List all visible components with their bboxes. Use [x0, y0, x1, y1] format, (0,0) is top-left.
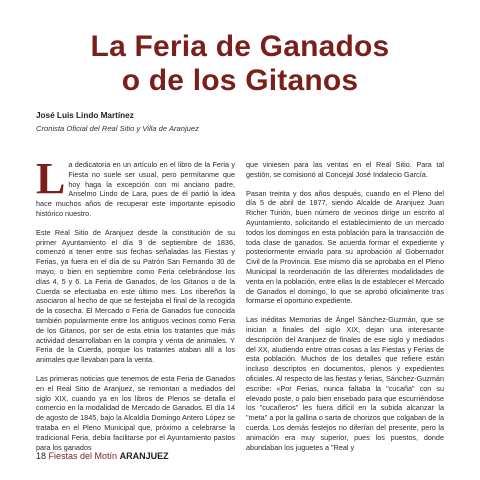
title-line-2: o de los Gitanos: [121, 64, 359, 97]
paragraph: [36, 154, 235, 219]
paragraph: Este Real Sitio de Aranjuez desde la constitución de su primer Ayuntamiento el día 9 de septiembre de 1836, comenzó a tener entre sus fechas señaladas las Fiestas y Ferias, ya fuera en el día de su Patrón San Fernando 30 de mayo, o bien en septiembre como Feria celebrándose los días 4, 5 y 6. La Feria de Ganados, de los Gitanos o de la Cuerda se efectuaba en este último mes. Los ribereños la asociaron al hecho de que se festejaba el final de la recogida de la cosecha. El Mercado o Feria de Ganados fue conocida también popularmente entre los antiguos vecinos como Feria de los Gitanos, por ser de esta etnia los tratantes que más actividad desarrollaban en la compra y venta de animales. Y Feria de la Cuerda, porque los tratantes ataban allí a los animales que llevaban para la venta.: [36, 227, 235, 365]
paragraph-text: a dedicatoria en un artículo en el libro de la Feria y Fiesta no suele ser usual, pero permítanme que hoy haga la excepción con mi anciano padre, Anselmo Lindo de Lara, pues de él partió la idea hace muchos años de recuperar este importante episodio histórico nuestro.: [36, 160, 235, 218]
page-footer: [36, 451, 169, 461]
left-column: [36, 154, 235, 461]
article-title: [0, 30, 480, 98]
drop-cap: L: [36, 154, 66, 203]
page-number: 18: [36, 451, 47, 461]
author-role: Cronista Oficial del Real Sitio y Villa de Aranjuez: [36, 124, 199, 133]
publication-place: ARANJUEZ: [119, 451, 169, 461]
author-name: José Luis Lindo Martínez: [36, 111, 134, 120]
paragraph: Las primeras noticias que tenemos de esta Feria de Ganados en el Real Sitio de Aranjuez, se remontan a mediados del siglo XIX, cuando ya en los libros de Plenos se detalla el comercio en la modalidad de Mercado de Ganados. El día 14 de agosto de 1845, bajo la Alcaldía Domingo Antero López se trataba en el Pleno Municipal que, próximo a celebrarse la tradicional Feria, debía facilitarse por el Ayuntamiento pastos para los ganados: [36, 373, 235, 452]
right-column: [246, 160, 444, 461]
publication-name: Fiestas del Motín: [48, 451, 118, 461]
title-line-1: La Feria de Ganados: [90, 30, 390, 63]
paragraph: que viniesen para las ventas en el Real Sitio. Para tal gestión, se comisionó al Concejal José Indalecio García.: [246, 160, 444, 179]
paragraph: Pasan treinta y dos años después, cuando en el Pleno del día 5 de abril de 1877, siendo Alcalde de Aranjuez Juan Richer Turión, buen número de vecinos dirige un escrito al Ayuntamiento, solicitando el establecimiento de un mercado todos los domingos en esta población para la transacción de toda clase de ganados. Se acuerda formar el expediente y posteriormente enviarlo para su aprobación al Gobernador Civil de la Provincia. Ese mismo día se aprobaba en el Pleno Municipal la reordenación de las diferentes modalidades de venta en la población, entre ellas la de establecer el Mercado de Ganados el domingo, lo que se aprobó oficialmente tras formarse el oportuno expediente.: [246, 188, 444, 306]
paragraph: Las inéditas Memorias de Ángel Sánchez-Guzmán, que se inician a finales del siglo XIX, dejan una interesante descripción del Aranjuez de finales de ese siglo y mediados del XX, aludiendo entre otras cosas a las Fiestas y Ferias de esta población. Muchos de los detalles que refiere están incluso descriptos en documentos, plenos y expedientes oficiales. Al respecto de las fiestas y ferias, Sánchez-Guzmán escribe: «Por Ferias, nunca faltaba la "cucaña" con su elevado poste, o palo bien ensebado para que escurriéndose los "cucañeros" les fuera difícil en la subida alcanzar la "meta" a por la gallina o sarta de chorizos que colgaban de la cuerda. Los demás festejos no diferían del presente, pero la animación era muy superior, pues los puestos, donde abundaban los juguetes a "Real y: [246, 315, 444, 452]
